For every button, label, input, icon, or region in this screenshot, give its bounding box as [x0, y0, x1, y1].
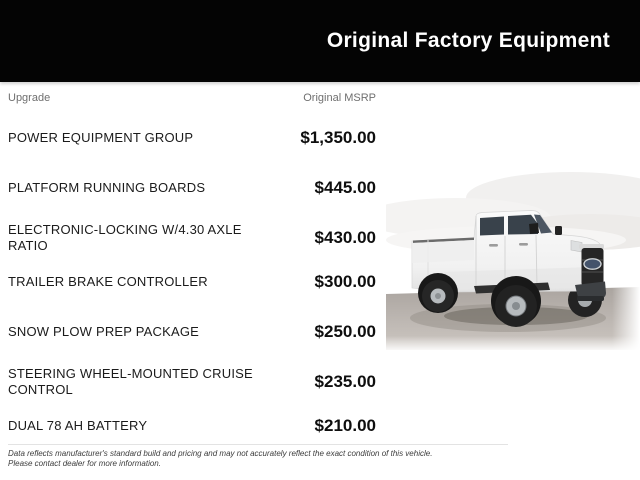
table-row: [8, 304, 376, 360]
upgrade-label: SNOW PLOW PREP PACKAGE: [8, 324, 200, 339]
msrp-value: $1,350.00: [300, 128, 376, 147]
table-row: [8, 260, 376, 304]
msrp-value: $235.00: [314, 372, 376, 391]
table-row: [8, 160, 376, 216]
upgrade-label: POWER EQUIPMENT GROUP: [8, 130, 194, 145]
truck-rear-window: [480, 217, 504, 236]
disclaimer-line-1: Data reflects manufacturer's standard build and pricing and may not accurately reflect the exact condition of this vehicle.: [8, 449, 433, 458]
upgrade-label: STEERING WHEEL-MOUNTED CRUISE CONTROL: [8, 366, 253, 397]
truck-side-mirror: [529, 223, 539, 234]
header-bar: [0, 0, 640, 82]
column-header-msrp: Original MSRP: [303, 92, 376, 104]
table-row: [8, 116, 376, 160]
table-row: [8, 404, 376, 448]
msrp-value: $250.00: [314, 322, 376, 341]
table-row: [8, 216, 376, 260]
msrp-value: $300.00: [314, 272, 376, 291]
table-row: [8, 360, 376, 404]
column-header-upgrade: Upgrade: [8, 92, 51, 104]
page-title: Original Factory Equipment: [326, 29, 610, 52]
upgrade-label: TRAILER BRAKE CONTROLLER: [8, 274, 208, 289]
msrp-value: $430.00: [314, 228, 376, 247]
equipment-table: [8, 92, 376, 448]
disclaimer-line-2: Please contact dealer for more information.: [8, 458, 161, 468]
msrp-value: $445.00: [314, 178, 376, 197]
upgrade-label: PLATFORM RUNNING BOARDS: [8, 180, 206, 195]
table-column-headers: [8, 92, 376, 104]
truck-far-mirror: [555, 226, 562, 235]
msrp-value: $210.00: [314, 416, 376, 435]
ford-logo-icon: [584, 259, 601, 269]
upgrade-label: DUAL 78 AH BATTERY: [8, 418, 148, 433]
upgrade-label: ELECTRONIC-LOCKING W/4.30 AXLE RATIO: [8, 222, 242, 253]
vehicle-photo: [386, 140, 640, 352]
disclaimer: [8, 444, 508, 468]
